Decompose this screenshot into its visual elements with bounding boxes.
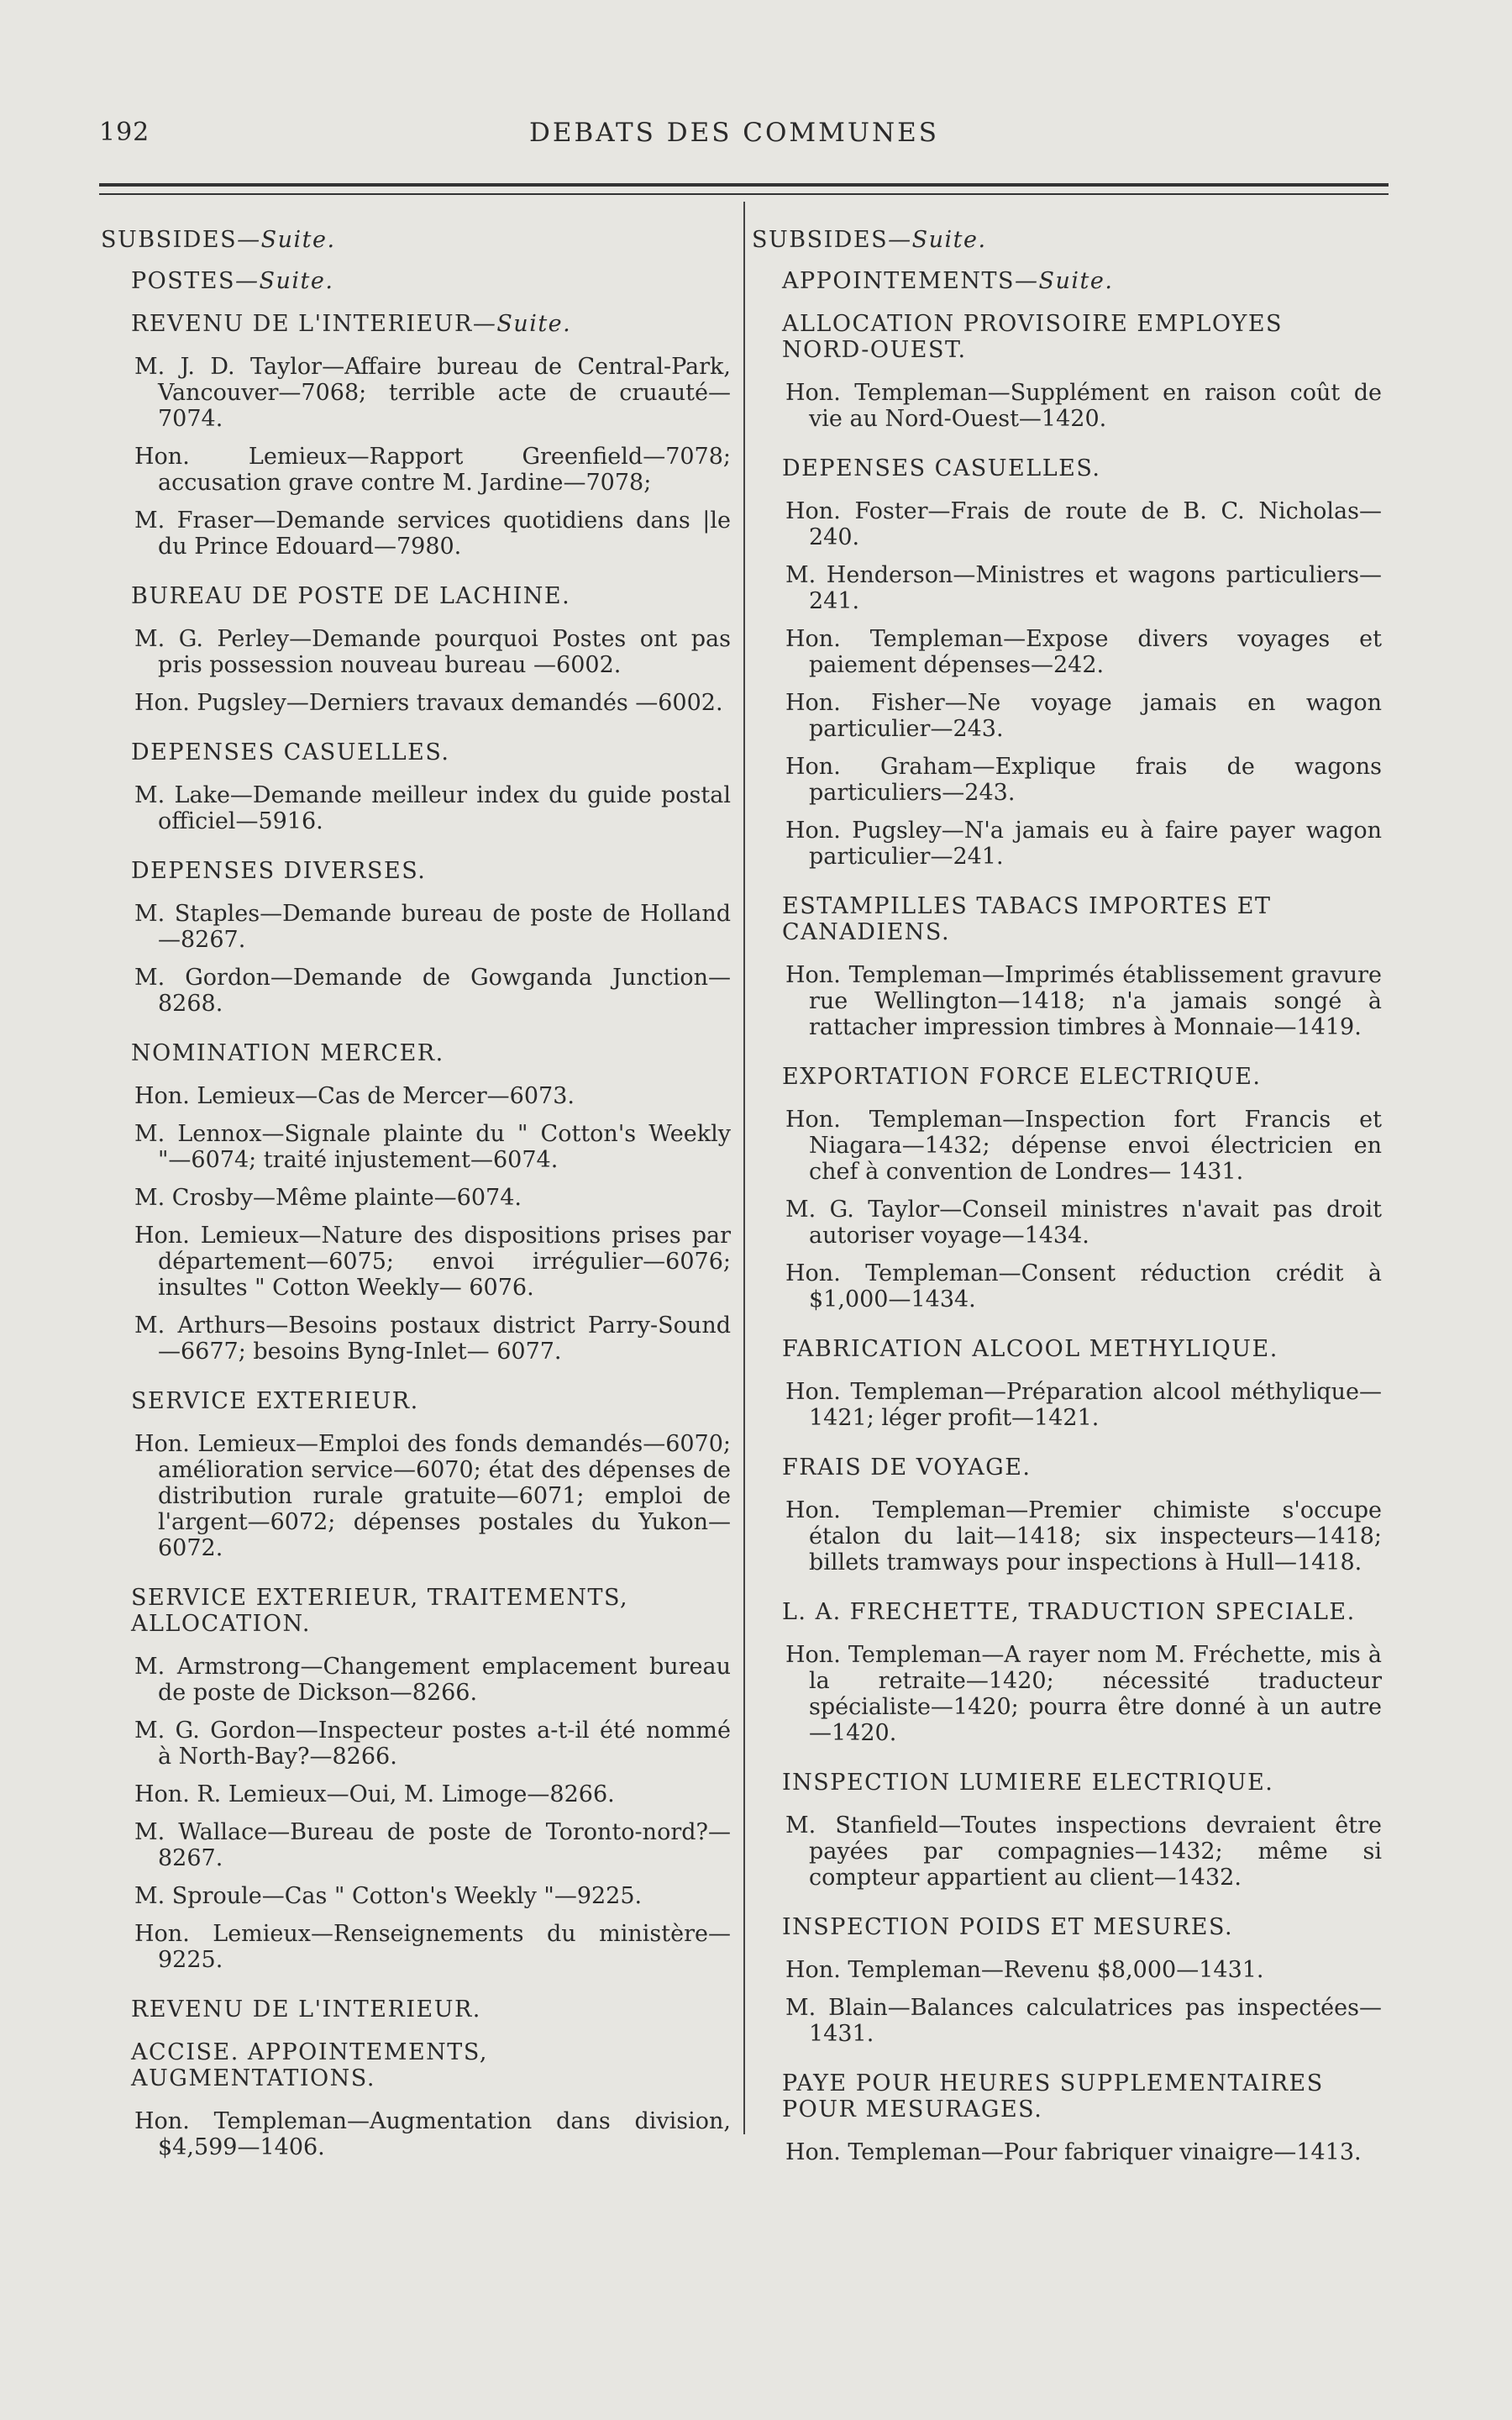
heading-text: REVENU DE L'INTERIEUR. <box>131 1996 481 2023</box>
heading-suffix: —Suite. <box>235 268 334 294</box>
section-heading <box>101 583 731 609</box>
index-entry: M. Sproule—Cas " Cotton's Weekly "—9225. <box>134 1883 643 1909</box>
heading-text: INSPECTION POIDS ET MESURES. <box>782 1914 1234 1940</box>
heading-text: POSTES <box>131 268 236 294</box>
section-heading <box>101 311 731 337</box>
index-entry: Hon. Templeman—Expose divers voyages et paiement dépenses—242. <box>785 626 1382 678</box>
heading-text: ALLOCATION PROVISOIRE EMPLOYES NORD-OUEST. <box>782 311 1284 363</box>
index-entry: Hon. Lemieux—Emploi des fonds demandés—6070; amélioration service—6070; état des dépenses de distribution rurale gratuite—6071; emploi de l'argent—6072; dépenses postales du Yukon—6072. <box>134 1431 731 1561</box>
index-entry: Hon. Templeman—A rayer nom M. Fréchette, mis à la retraite—1420; nécessité traducteur spécialiste—1420; pourra être donné à un autre—1420. <box>785 1642 1382 1746</box>
heading-text: BUREAU DE POSTE DE LACHINE. <box>131 583 571 609</box>
index-entry: M. Crosby—Même plainte—6074. <box>134 1185 522 1211</box>
index-entry: Hon. Pugsley—N'a jamais eu à faire payer wagon particulier—241. <box>785 818 1382 870</box>
section-heading <box>752 1914 1382 1940</box>
heading-suffix: —Suite. <box>237 227 336 253</box>
index-entry: M. Henderson—Ministres et wagons particuliers—241. <box>785 562 1382 614</box>
index-entry: Hon. Lemieux—Rapport Greenfield—7078; accusation grave contre M. Jardine—7078; <box>134 444 731 496</box>
index-entry: M. G. Perley—Demande pourquoi Postes ont pas pris possession nouveau bureau —6002. <box>134 626 731 678</box>
index-entry: Hon. Lemieux—Cas de Mercer—6073. <box>134 1083 575 1109</box>
heading-text: NOMINATION MERCER. <box>131 1040 444 1066</box>
heading-text: EXPORTATION FORCE ELECTRIQUE. <box>782 1064 1262 1090</box>
section-heading <box>101 2039 731 2091</box>
heading-text: FABRICATION ALCOOL METHYLIQUE. <box>782 1336 1278 1362</box>
running-title: DEBATS DES COMMUNES <box>529 118 940 148</box>
index-entry: Hon. Lemieux—Renseignements du ministère—9225. <box>134 1921 731 1973</box>
section-heading <box>752 311 1382 363</box>
index-entry: M. G. Gordon—Inspecteur postes a-t-il été nommé à North-Bay?—8266. <box>134 1718 731 1770</box>
left-column <box>101 227 731 2172</box>
heading-text: SUBSIDES <box>101 227 238 253</box>
index-entry: M. Armstrong—Changement emplacement bureau de poste de Dickson—8266. <box>134 1654 731 1706</box>
heading-text: DEPENSES CASUELLES. <box>782 455 1101 481</box>
heading-text: FRAIS DE VOYAGE. <box>782 1455 1032 1481</box>
index-entry: Hon. Templeman—Supplément en raison coût de vie au Nord-Ouest—1420. <box>785 380 1382 432</box>
index-entry: Hon. Templeman—Consent réduction crédit à $1,000—1434. <box>785 1260 1382 1313</box>
section-heading <box>752 268 1382 294</box>
section-heading <box>752 1770 1382 1796</box>
heading-text: REVENU DE L'INTERIEUR <box>131 311 473 337</box>
heading-text: ACCISE. APPOINTEMENTS, AUGMENTATIONS. <box>131 2039 488 2091</box>
index-entry: M. Staples—Demande bureau de poste de Holland—8267. <box>134 901 731 953</box>
index-entry: Hon. Templeman—Revenu $8,000—1431. <box>785 1957 1264 1983</box>
heading-suffix: —Suite. <box>888 227 987 253</box>
section-heading <box>101 1040 731 1066</box>
section-heading <box>101 268 731 294</box>
index-entry: Hon. Templeman—Préparation alcool méthylique—1421; léger profit—1421. <box>785 1379 1382 1431</box>
index-entry: Hon. Templeman—Imprimés établissement gravure rue Wellington—1418; n'a jamais songé à rattacher impression timbres à Monnaie—1419. <box>785 962 1382 1040</box>
index-entry: Hon. Lemieux—Nature des dispositions prises par département—6075; envoi irrégulier—6076; insultes " Cotton Weekly— 6076. <box>134 1223 731 1301</box>
section-heading <box>101 739 731 765</box>
index-entry: Hon. Templeman—Pour fabriquer vinaigre—1413. <box>785 2139 1362 2165</box>
section-heading <box>101 227 731 253</box>
index-entry: M. J. D. Taylor—Affaire bureau de Central-Park, Vancouver—7068; terrible acte de cruauté—7074. <box>134 354 731 432</box>
header-rule-thick <box>99 183 1389 187</box>
index-entry: M. Arthurs—Besoins postaux district Parry-Sound—6677; besoins Byng-Inlet— 6077. <box>134 1313 731 1365</box>
index-entry: M. Wallace—Bureau de poste de Toronto-nord?—8267. <box>134 1819 731 1871</box>
index-entry: M. Lennox—Signale plainte du " Cotton's Weekly "—6074; traité injustement—6074. <box>134 1121 731 1173</box>
section-heading <box>752 227 1382 253</box>
heading-text: INSPECTION LUMIERE ELECTRIQUE. <box>782 1770 1274 1796</box>
section-heading <box>752 1455 1382 1481</box>
heading-text: SERVICE EXTERIEUR. <box>131 1388 419 1414</box>
index-entry: Hon. Foster—Frais de route de B. C. Nicholas—240. <box>785 498 1382 550</box>
index-entry: Hon. Templeman—Augmentation dans division, $4,599—1406. <box>134 2108 731 2160</box>
heading-suffix: —Suite. <box>472 311 572 337</box>
right-column <box>752 227 1382 2177</box>
heading-text: DEPENSES DIVERSES. <box>131 858 427 884</box>
heading-text: SUBSIDES <box>752 227 889 253</box>
index-entry: Hon. Templeman—Premier chimiste s'occupe étalon du lait—1418; six inspecteurs—1418; billets tramways pour inspections à Hull—1418. <box>785 1497 1382 1576</box>
heading-text: SERVICE EXTERIEUR, TRAITEMENTS, ALLOCATION. <box>131 1585 629 1637</box>
section-heading <box>101 1388 731 1414</box>
index-entry: M. Fraser—Demande services quotidiens dans |le du Prince Edouard—7980. <box>134 508 731 560</box>
section-heading <box>752 1336 1382 1362</box>
index-entry: M. Gordon—Demande de Gowganda Junction—8268. <box>134 965 731 1017</box>
heading-text: APPOINTEMENTS <box>782 268 1015 294</box>
section-heading <box>752 2070 1382 2123</box>
header-rule-thin <box>99 193 1389 195</box>
index-entry: Hon. Graham—Explique frais de wagons particuliers—243. <box>785 754 1382 806</box>
heading-text: DEPENSES CASUELLES. <box>131 739 450 765</box>
index-entry: M. G. Taylor—Conseil ministres n'avait pas droit autoriser voyage—1434. <box>785 1197 1382 1249</box>
column-divider <box>743 202 745 2134</box>
section-heading <box>101 1996 731 2023</box>
heading-text: ESTAMPILLES TABACS IMPORTES ET CANADIENS. <box>782 893 1272 945</box>
section-heading <box>101 1585 731 1637</box>
index-entry: M. Blain—Balances calculatrices pas inspectées—1431. <box>785 1995 1382 2047</box>
index-entry: Hon. R. Lemieux—Oui, M. Limoge—8266. <box>134 1781 615 1807</box>
index-entry: Hon. Templeman—Inspection fort Francis et Niagara—1432; dépense envoi électricien en chef à convention de Londres— 1431. <box>785 1107 1382 1185</box>
section-heading <box>752 455 1382 481</box>
index-entry: M. Lake—Demande meilleur index du guide postal officiel—5916. <box>134 782 731 834</box>
index-entry: Hon. Pugsley—Derniers travaux demandés —6002. <box>134 690 723 716</box>
section-heading <box>752 1599 1382 1625</box>
page-number: 192 <box>99 118 150 147</box>
section-heading <box>101 858 731 884</box>
section-heading <box>752 893 1382 945</box>
index-entry: M. Stanfield—Toutes inspections devraient être payées par compagnies—1432; même si compteur appartient au client—1432. <box>785 1812 1382 1891</box>
heading-text: L. A. FRECHETTE, TRADUCTION SPECIALE. <box>782 1599 1356 1625</box>
section-heading <box>752 1064 1382 1090</box>
heading-suffix: —Suite. <box>1014 268 1114 294</box>
heading-text: PAYE POUR HEURES SUPPLEMENTAIRES POUR MESURAGES. <box>782 2070 1324 2123</box>
index-entry: Hon. Fisher—Ne voyage jamais en wagon particulier—243. <box>785 690 1382 742</box>
